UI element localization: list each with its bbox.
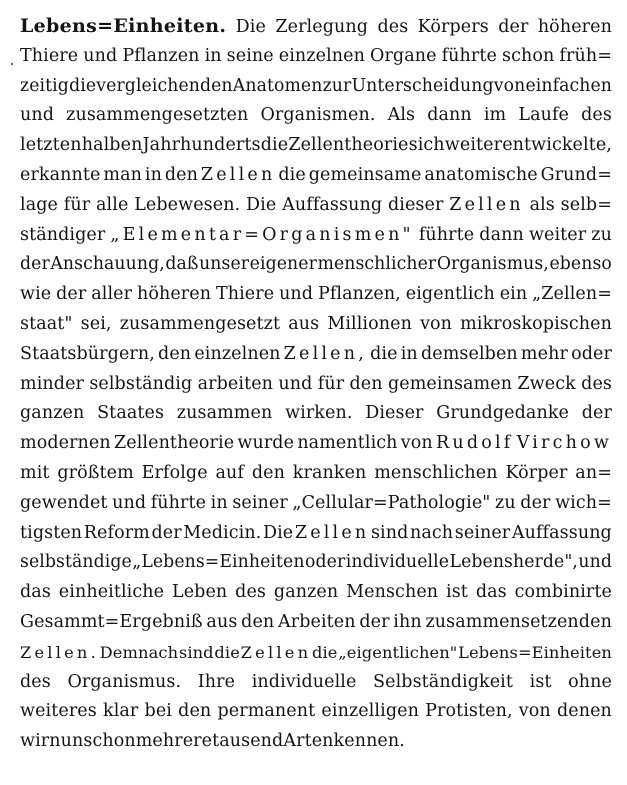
word: combinirte [514, 582, 612, 603]
word: permanent [217, 701, 316, 722]
word: seine [226, 45, 274, 66]
word: gemeinsame [308, 164, 422, 185]
word: auf [215, 462, 244, 483]
text-line [20, 489, 612, 519]
word: lage [20, 194, 58, 215]
word: der [359, 611, 390, 632]
word: der [498, 17, 529, 37]
word: ein [499, 284, 528, 305]
word: der [151, 522, 182, 543]
paragraph-text [20, 12, 612, 757]
word: selbständige [20, 552, 132, 573]
word: seiner [454, 522, 511, 543]
word: in [204, 45, 222, 66]
word: des [581, 105, 612, 126]
word: größtem [57, 462, 134, 483]
word: Auffassung [511, 522, 612, 543]
text-line [20, 221, 612, 251]
word: Menschen [346, 582, 439, 603]
word: bei [144, 701, 173, 722]
text-line [20, 340, 612, 370]
word: Thiere [20, 45, 79, 66]
word: Selbständigkeit [373, 671, 514, 692]
word: Organismus, [436, 254, 549, 275]
word: individuelle [251, 671, 357, 692]
word: an= [575, 462, 612, 483]
word: zu [495, 492, 516, 513]
word: Die [246, 194, 277, 215]
word: seiner [232, 492, 288, 513]
word: tausend [212, 731, 284, 752]
word: Organismen. [260, 105, 376, 126]
word: Leben [171, 582, 228, 603]
word: Grundgedanke [436, 403, 569, 424]
word: zusammensetzenden [425, 611, 612, 632]
word: für [317, 373, 345, 394]
word: klar [102, 701, 139, 722]
text-line [20, 578, 612, 608]
word: Demnach [99, 642, 179, 662]
word: selbständig [89, 373, 193, 394]
word: aller [91, 284, 133, 305]
word: einzelligen [321, 701, 419, 722]
word: wirken. [285, 403, 353, 424]
word: und [578, 552, 612, 573]
word: Organismus. [67, 671, 182, 692]
word: ganzen [273, 582, 339, 603]
word: Zerlegung [275, 17, 369, 37]
word: tigsten [20, 522, 83, 543]
word: und [279, 284, 314, 305]
word: dann [479, 224, 524, 245]
word: Protisten, [425, 701, 513, 722]
word: ist [446, 582, 468, 603]
word: daß [165, 254, 199, 275]
text-line [20, 161, 612, 191]
word: Körper [505, 462, 568, 483]
word: der [520, 492, 551, 513]
word: nun [49, 731, 84, 752]
word: früh= [559, 45, 612, 66]
text-line [20, 12, 612, 42]
word: einheitliche [58, 582, 165, 603]
word: wich= [555, 492, 612, 513]
word: Körpers [417, 17, 489, 37]
word: oder [571, 343, 612, 364]
text-line [20, 638, 612, 668]
word: schon [83, 731, 136, 752]
word: vergleichenden [96, 75, 233, 96]
word: mit [20, 462, 50, 483]
word: Arten [283, 731, 334, 752]
word: Die [262, 522, 294, 543]
text-line [20, 131, 612, 161]
text-line [20, 429, 612, 459]
word: staat" [20, 313, 73, 334]
word: man [103, 164, 142, 185]
word: in [144, 164, 162, 185]
text-line [20, 608, 612, 638]
word: Zellentheorie [288, 135, 409, 156]
word: „Elementar=Organismen" [110, 224, 414, 245]
word: Organe [370, 45, 437, 66]
word: Jahrhunderts [142, 135, 261, 156]
word: sei, [80, 313, 112, 334]
text-line [20, 727, 612, 757]
word: des [581, 373, 612, 394]
word: Lebensherde", [449, 552, 578, 573]
word: weiter [528, 224, 587, 245]
word: Staates [97, 403, 165, 424]
word: Lebens=Einheiten [458, 642, 612, 662]
word: gewendet [20, 492, 108, 513]
word: Anschauung, [50, 254, 165, 275]
text-line [20, 459, 612, 489]
word: eigener [249, 254, 317, 275]
word: höheren [136, 284, 212, 305]
word: die [278, 164, 306, 185]
word: und [20, 105, 55, 126]
word: sind [370, 522, 409, 543]
word: des [20, 671, 51, 692]
word: den [178, 701, 212, 722]
word: sind [178, 642, 214, 662]
word: Staatsbürgern, [20, 343, 155, 364]
word: wie [20, 284, 52, 305]
word: Pflanzen, [317, 284, 401, 305]
word: dieser [387, 194, 444, 215]
word: den [349, 373, 383, 394]
word: und [112, 492, 147, 513]
word: die [260, 135, 289, 156]
word: mehr [520, 343, 568, 364]
text-line [20, 548, 612, 578]
word: menschlicher [317, 254, 437, 275]
word: den [251, 462, 285, 483]
word: die [311, 642, 338, 662]
word: des [235, 582, 267, 603]
text-line [20, 250, 612, 280]
word: Pflanzen [122, 45, 200, 66]
text-line [20, 370, 612, 400]
word: Gesammt=Ergebniß [20, 611, 203, 632]
word: und [83, 45, 118, 66]
word: ebenso [549, 254, 612, 275]
word: ganzen [20, 403, 85, 424]
word: kennen. [333, 731, 405, 752]
word: schon [502, 45, 555, 66]
word: individuelle [345, 552, 450, 573]
word: Auffassung [282, 194, 383, 215]
word: des [377, 17, 409, 37]
word: Zellen, [283, 343, 367, 364]
word: „Cellular=Pathologie" [292, 492, 491, 513]
word: menschlichen [374, 462, 498, 483]
text-line [20, 72, 612, 102]
word: Reform [83, 522, 150, 543]
word: Anatomen [232, 75, 323, 96]
word: Als [387, 105, 416, 126]
word: das [475, 582, 507, 603]
margin-speck [11, 63, 13, 65]
word: zur [322, 75, 352, 96]
word: mehrere [135, 731, 213, 752]
word: oder [305, 552, 346, 573]
word: Dieser [365, 403, 424, 424]
word: den [241, 611, 275, 632]
word: der [56, 284, 87, 305]
word: minder [20, 373, 84, 394]
word: führte [150, 492, 207, 513]
word: gemeinsamen [387, 373, 513, 394]
word: halben [81, 135, 143, 156]
word: „eigentlichen" [338, 642, 458, 662]
word: ist [529, 671, 552, 692]
word: denen [556, 701, 612, 722]
word: Zweck [517, 373, 576, 394]
word: führte [441, 45, 497, 66]
word: modernen [20, 433, 111, 454]
word: nach [409, 522, 454, 543]
word: die [214, 642, 240, 662]
word: Virchow [516, 433, 612, 454]
word: entwickelte, [502, 135, 612, 156]
word: alle [96, 194, 129, 215]
word: den [164, 164, 198, 185]
word: als [529, 194, 555, 215]
word: Erfolge [141, 462, 208, 483]
word: Laufe [518, 105, 570, 126]
word: Zellen [449, 194, 524, 215]
word: aus [206, 611, 238, 632]
word: Zellen [294, 522, 370, 543]
word: mikroskopischen [460, 313, 612, 334]
text-line [20, 191, 612, 221]
word: führte [418, 224, 475, 245]
text-line [20, 280, 612, 310]
word: im [483, 105, 507, 126]
word: das [20, 582, 51, 603]
word: „Zellen= [532, 284, 612, 305]
word: Zellen. [20, 642, 99, 662]
text-line [20, 399, 612, 429]
word: zusammen [176, 403, 273, 424]
word: für [63, 194, 91, 215]
word: weiter [444, 135, 503, 156]
word: Unterscheidung [351, 75, 494, 96]
word: die [69, 75, 97, 96]
word: demselben [420, 343, 518, 364]
word: arbeiten [197, 373, 274, 394]
word: der [20, 254, 50, 275]
word: höheren [537, 17, 612, 37]
word: von [420, 313, 453, 334]
word: unser [199, 254, 250, 275]
text-line [20, 697, 612, 727]
text-line [20, 310, 612, 340]
word: Zellen [240, 642, 312, 662]
word: Medicin. [183, 522, 262, 543]
word: Lebens=Einheiten. [20, 15, 227, 37]
word: aus [288, 313, 320, 334]
word: und [278, 373, 313, 394]
word: dann [427, 105, 472, 126]
word: Thiere [215, 284, 275, 305]
word: der [581, 403, 612, 424]
word: in [400, 343, 418, 364]
text-line [20, 101, 612, 131]
word: zusammengesetzt [119, 313, 281, 334]
word: kranken [292, 462, 367, 483]
word: letzten [20, 135, 82, 156]
word: den [158, 343, 192, 364]
word: die [370, 343, 398, 364]
word: Lebewesen. [134, 194, 241, 215]
word: eigentlich [405, 284, 495, 305]
word: zeitig [20, 75, 69, 96]
text-line [20, 519, 612, 549]
word: wurde [237, 433, 295, 454]
word: Millionen [327, 313, 412, 334]
word: ihn [393, 611, 422, 632]
word: Arbeiten [278, 611, 356, 632]
text-line [20, 42, 612, 72]
word: einzelnen [194, 343, 281, 364]
word: einzelnen [278, 45, 365, 66]
word: in [210, 492, 228, 513]
word: von [518, 701, 551, 722]
word: Die [235, 17, 266, 37]
word: Rudolf [436, 433, 514, 454]
word: anatomische [424, 164, 538, 185]
word: ohne [568, 671, 612, 692]
word: einfachen [525, 75, 612, 96]
word: selb= [560, 194, 612, 215]
text-line [20, 668, 612, 698]
word: Grund= [540, 164, 612, 185]
word: zusammengesetzten [66, 105, 249, 126]
word: von [493, 75, 526, 96]
word: Zellentheorie [114, 433, 235, 454]
word: von [400, 433, 433, 454]
word: Zellen [200, 164, 276, 185]
word: „Lebens=Einheiten [132, 552, 305, 573]
word: Ihre [197, 671, 236, 692]
word: sich [408, 135, 445, 156]
word: erkannte [20, 164, 101, 185]
word: ständiger [20, 224, 106, 245]
word: namentlich [297, 433, 398, 454]
word: zu [591, 224, 612, 245]
word: weiteres [20, 701, 97, 722]
word: wir [20, 731, 50, 752]
